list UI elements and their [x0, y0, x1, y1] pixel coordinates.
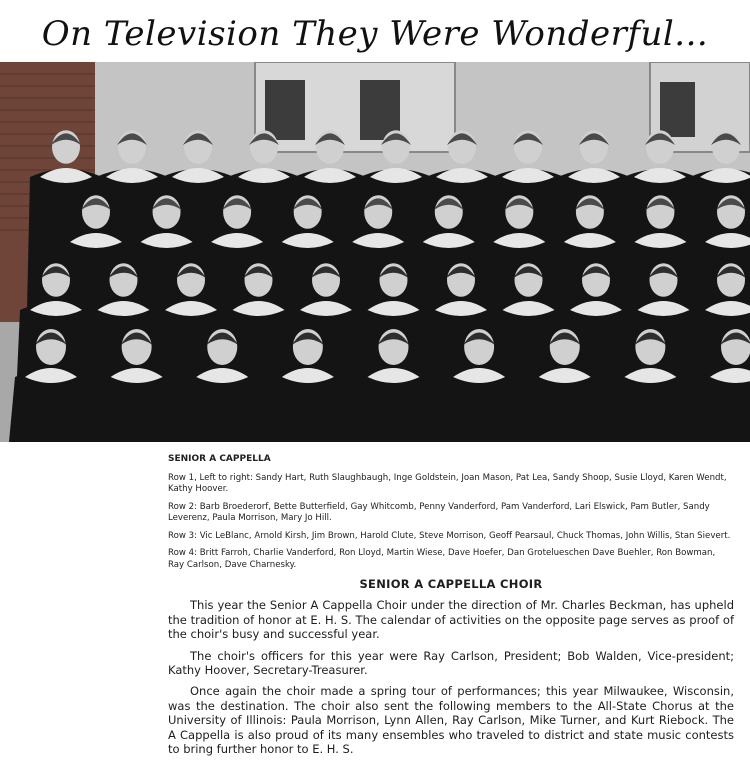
caption-row-4: Row 4: Britt Farroh, Charlie Vanderford, Ron Lloyd, Martin Wiese, Dave Hoefer, Dan Grotelueschen Dave Buehler, Ron Bowman, Ray Carlson, Dave Charnesky.	[168, 548, 716, 570]
page-headline: On Television They Were Wonderful...	[41, 14, 709, 54]
caption-row-3: Row 3: Vic LeBlanc, Arnold Kirsh, Jim Brown, Harold Clute, Steve Morrison, Geoff Pearsaul, Chuck Thomas, John Willis, Stan Sievert.	[168, 530, 731, 541]
article-title: SENIOR A CAPPELLA CHOIR	[359, 577, 543, 591]
photo-illustration	[0, 62, 750, 442]
article-paragraph-1: This year the Senior A Cappella Choir under the direction of Mr. Charles Beckman, has upheld the tradition of honor at E. H. S. The calendar of activities on the opposite page serves as proof of the choir's busy and successful year.	[168, 598, 734, 642]
article	[168, 577, 734, 763]
photo-caption	[168, 454, 734, 577]
caption-row-1: Row 1, Left to right: Sandy Hart, Ruth Slaughbaugh, Inge Goldstein, Joan Mason, Pat Lea, Sandy Shoop, Susie Lloyd, Karen Wendt, Kathy Hoover.	[168, 472, 727, 494]
article-paragraph-2: The choir's officers for this year were Ray Carlson, President; Bob Walden, Vice-president; Kathy Hoover, Secretary-Treasurer.	[168, 648, 734, 678]
group-portrait-photo	[0, 62, 750, 442]
caption-row-2: Row 2: Barb Broederorf, Bette Butterfield, Gay Whitcomb, Penny Vanderford, Pam Vanderford, Lari Elswick, Pam Butler, Sandy Leverenz, Paula Morrison, Mary Jo Hill.	[168, 501, 710, 523]
caption-title: SENIOR A CAPPELLA	[168, 454, 271, 464]
article-paragraph-3: Once again the choir made a spring tour of performances; this year Milwaukee, Wisconsin, was the destination. The choir also sent the following members to the All-State Chorus at the University of Illinois: Paula Morrison, Lynn Allen, Ray Carlson, Mike Turner, and Kurt Riebock. The A Cappella is also proud of its many ensembles who traveled to district and state music contests to bring further honor to E. H. S.	[168, 684, 734, 757]
choir-members	[9, 130, 750, 442]
